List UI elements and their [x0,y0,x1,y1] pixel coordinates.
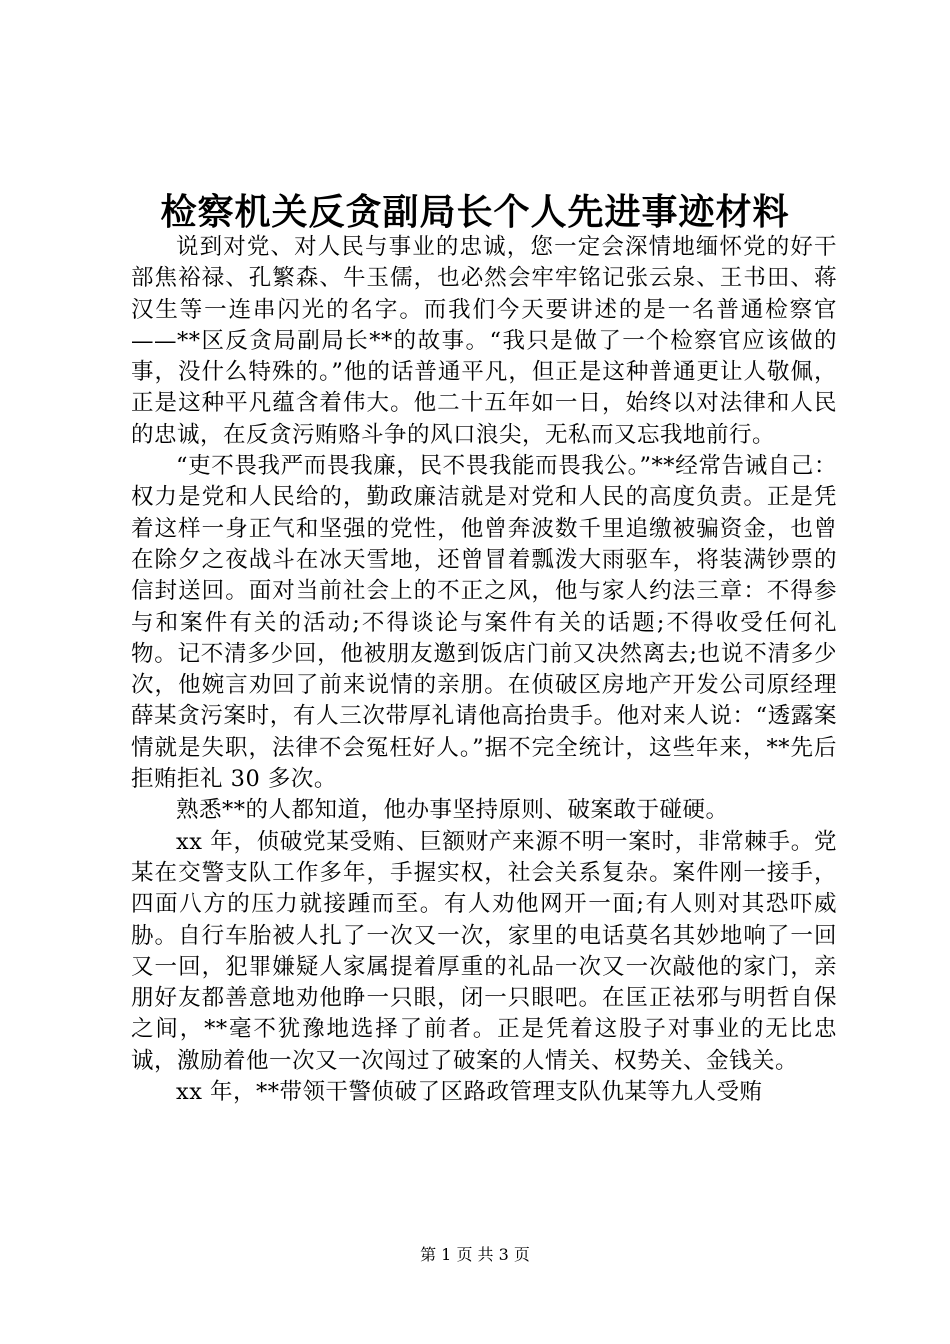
paragraph-5: xx 年，**带领干警侦破了区路政管理支队仇某等九人受贿 [176,1079,763,1106]
page-footer: 第 1 页 共 3 页 [420,1245,530,1264]
document-body [131,232,837,1108]
paragraph-3: 熟悉**的人都知道，他办事坚持原则、破案敢于碰硬。 [176,797,729,824]
paragraph-4: xx 年，侦破党某受贿、巨额财产来源不明一案时，非常棘手。党某在交警支队工作多年，手握实权，社会关系复杂。案件刚一接手，四面八方的压力就接踵而至。有人劝他网开一面;有人则对其恐吓威胁。自行车胎被人扎了一次又一次，家里的电话莫名其妙地响了一回又一回，犯罪嫌疑人家属提着厚重的礼品一次又一次敲他的家门，亲朋好友都善意地劝他睁一只眼，闭一只眼吧。在匡正祛邪与明哲自保之间，**毫不犹豫地选择了前者。正是凭着这股子对事业的无比忠诚，激励着他一次又一次闯过了破案的人情关、权势关、金钱关。 [131,828,837,1074]
paragraph-1: 说到对党、对人民与事业的忠诚，您一定会深情地缅怀党的好干部焦裕禄、孔繁森、牛玉儒，也必然会牢牢铭记张云泉、王书田、蒋汉生等一连串闪光的名字。而我们今天要讲述的是一名普通检察官——**区反贪局副局长**的故事。“我只是做了一个检察官应该做的事，没什么特殊的。”他的话普通平凡，但正是这种普通更让人敬佩，正是这种平凡蕴含着伟大。他二十五年如一日，始终以对法律和人民的忠诚，在反贪污贿赂斗争的风口浪尖，无私而又忘我地前行。 [131,234,837,448]
document-title: 检察机关反贪副局长个人先进事迹材料 [160,191,790,233]
paragraph-2: “吏不畏我严而畏我廉，民不畏我能而畏我公。”**经常告诫自己：权力是党和人民给的，勤政廉洁就是对党和人民的高度负责。正是凭着这样一身正气和坚强的党性，他曾奔波数千里追缴被骗资金，也曾在除夕之夜战斗在冰天雪地，还曾冒着瓢泼大雨驱车，将装满钞票的信封送回。面对当前社会上的不正之风，他与家人约法三章：不得参与和案件有关的活动;不得谈论与案件有关的话题;不得收受任何礼物。记不清多少回，他被朋友邀到饭店门前又决然离去;也说不清多少次，他婉言劝回了前来说情的亲朋。在侦破区房地产开发公司原经理薛某贪污案时，有人三次带厚礼请他高抬贵手。他对来人说：“透露案情就是失职，法律不会冤枉好人。”据不完全统计，这些年来，**先后拒贿拒礼 30 多次。 [131,453,837,793]
